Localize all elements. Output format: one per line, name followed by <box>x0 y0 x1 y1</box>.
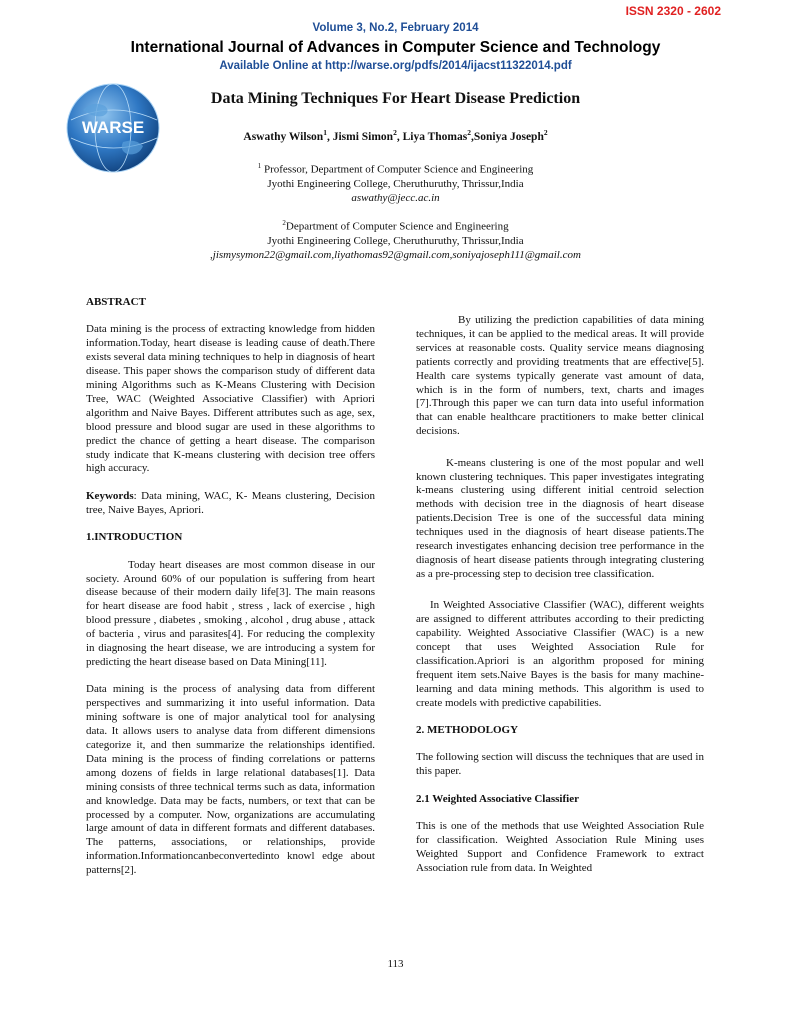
affiliation-2: $^2$Department of Computer Science and Engineering Jyothi Engineering College, Cheruthuruthy, Thrissur,India ,jismysymon22@gmail.com,liyathomas92@gmail.com,soniyajoseph111@gmail.com <box>210 219 581 262</box>
author-affiliation-mark: 1 <box>323 128 327 137</box>
right-column <box>416 314 704 876</box>
keywords <box>86 490 375 518</box>
author-name: Jismi Simon <box>332 130 394 143</box>
left-column <box>86 296 375 878</box>
paper-title: Data Mining Techniques For Heart Disease Prediction <box>210 90 581 107</box>
author-affiliation-mark: 2 <box>393 128 397 137</box>
methodology-paragraph: The following section will discuss the techniques that are used in this paper. <box>416 751 704 778</box>
email: aswathy@jecc.ac.in <box>351 192 440 205</box>
author-list: Aswathy Wilson$^1$, Jismi Simon$^2$, Liya Thomas$^2$,Soniya Joseph$^2$ <box>243 128 548 143</box>
author-affiliation-mark: 2 <box>467 128 471 137</box>
issn-label: ISSN 2320 - 2602 <box>625 4 721 18</box>
introduction-paragraph-2: Data mining is the process of analysing data from different perspectives and summarizing it into useful information. Data mining software is one of major analytical tool for analysing data. It allows users to analyse data from different dimensions categorize it, and then summarize the relationships identified. Data mining is the process of finding correlations or patterns among dozens of fields in large relational databases[1]. Data mining consists of three technical terms such as data, information and knowledge. Data may be facts, numbers, or text that can be processed by a computer. Now, organizations are accumulating large amount of data in different formats and different databases. The patterns, associations, or relationships, provide information.Informationcanbeconvertedinto knowl edge about patterns[2]. <box>86 683 375 877</box>
abstract-text: Data mining is the process of extracting knowledge from hidden information.Today, heart disease is leading cause of death.There exists several data mining techniques to help in diagnosis of heart disease. This paper shows the comparison study of different data mining Algorithms such as K-Means Clustering with Decision Tree, WAC (Weighted Associative Classifier) with Apriori algorithm and Naive Bayes. Different attributes such as age, sex, blood pressure and blood sugar are used in these algorithms to predict the chance of getting a heart disease. The comparison study indicate that K-means clustering with decision tree offers high accuracy. <box>86 323 375 475</box>
journal-title: International Journal of Advances in Computer Science and Technology <box>130 39 661 56</box>
email-list: ,jismysymon22@gmail.com,liyathomas92@gmail.com,soniyajoseph111@gmail.com <box>210 249 581 262</box>
page-number: 113 <box>387 958 404 970</box>
logo-text: WARSE <box>81 118 145 137</box>
author-affiliation-mark: 2 <box>543 128 548 137</box>
author-name: Liya Thomas <box>402 130 468 143</box>
abstract-heading: ABSTRACT <box>86 296 146 308</box>
keywords-label: Keywords <box>86 489 134 502</box>
wac-heading: 2.1 Weighted Associative Classifier <box>416 792 579 805</box>
body-paragraph-2: K-means clustering is one of the most popular and well known clustering techniques. This paper investigates integrating k-means clustering using different initial centroid selection methods with decision tree in the diagnosis of heart disease patients.Decision Tree is one of the successful data mining techniques used in the diagnosis of heart disease patients.The research investigates enhancing decision tree performance in the diagnosis of heart disease patients through integrating clustering as a pre-processing step to decision tree classification. <box>416 456 704 580</box>
wac-paragraph: This is one of the methods that use Weighted Association Rule for classification. Weighted Association Rule Mining uses Weighted Support and Confidence Framework to extract Association rule from data. In Weighted <box>416 820 704 874</box>
volume-info: Volume 3, No.2, February 2014 <box>312 22 479 34</box>
body-paragraph-1: By utilizing the prediction capabilities of data mining techniques, it can be applied to the medical areas. It will provide services at reasonable costs. Quality service means diagnosing patients correctly and providing treatments that are effective[5]. Health care systems typically generate vast amount of data, which is in the form of numbers, text, charts and images [7].Through this paper we can turn data into useful information that can enable healthcare practitioners to make better clinical decisions. <box>416 314 704 438</box>
introduction-heading: 1.INTRODUCTION <box>86 531 183 544</box>
author-name: Aswathy Wilson <box>243 130 324 143</box>
affiliation-1: $^1$ Professor, Department of Computer Science and Engineering Jyothi Engineering College, Cheruthuruthy, Thrissur,India aswathy@jecc.ac.in <box>257 162 534 205</box>
author-name: Soniya Joseph <box>473 130 544 143</box>
introduction-paragraph-1: Today heart diseases are most common disease in our society. Around 60% of our population is suffering from heart disease because of their modern daily life[3]. The main reasons for heart disease are food habit , stress , lack of exercise , high blood pressure , diabetes , smoking , alcohol , drug abuse , attack of bacteria , virus and parasites[4]. For reducing the complexity in diagnosing the heart disease, we are introducing a system for predicting the heart disease based on Data Mining[11]. <box>86 558 375 668</box>
availability-url: Available Online at http://warse.org/pdfs/2014/ijacst11322014.pdf <box>219 60 572 72</box>
body-paragraph-3: In Weighted Associative Classifier (WAC), different weights are assigned to different attributes according to their predicting capability. Weighted Associative Classifier (WAC) is a new concept that uses Weighted Association Rule for classification.Apriori is an algorithm proposed for mining frequent item sets.Naive Bayes is the basis for many machine-learning and data mining methods. This algorithm is used to create models with predictive capabilities. <box>416 599 704 709</box>
keywords-text: : Data mining, WAC, K- Means clustering, Decision tree, Naive Bayes, Apriori. <box>86 489 375 516</box>
methodology-heading: 2. METHODOLOGY <box>416 724 519 737</box>
